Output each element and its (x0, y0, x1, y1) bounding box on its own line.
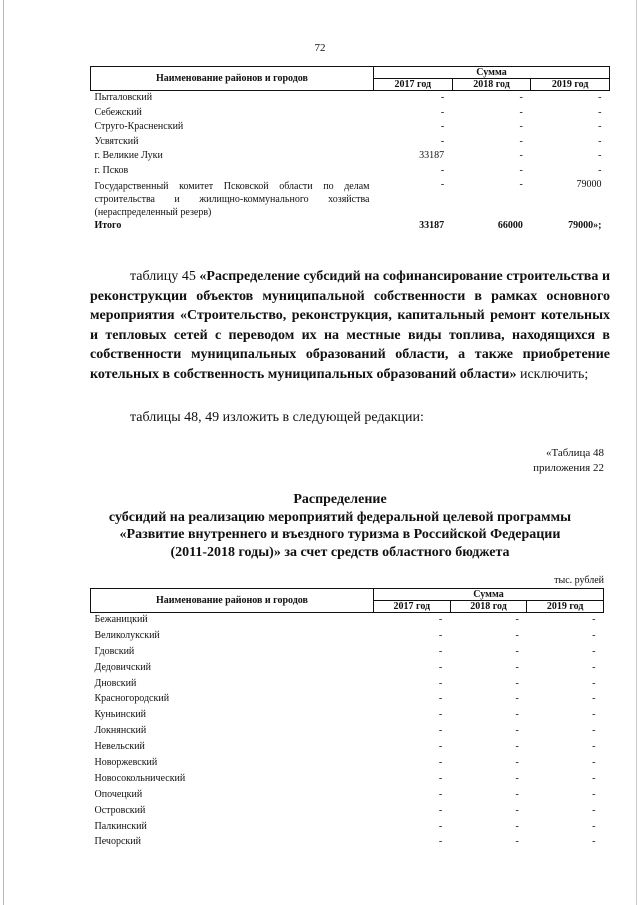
value-2018: - (515, 693, 519, 705)
value-2019: - (592, 725, 596, 737)
table-row (91, 629, 604, 645)
total-row (91, 219, 610, 234)
value-2017: - (438, 661, 443, 673)
subsidy-table-continued (90, 66, 610, 234)
paragraph-lead: таблицу 45 (130, 269, 200, 284)
value-2019: - (592, 693, 596, 705)
value-2017: - (440, 92, 445, 103)
table-row (91, 692, 604, 708)
value-2017: - (440, 164, 445, 176)
value-2018: - (515, 614, 519, 625)
table-row (91, 708, 604, 724)
value-2017: - (438, 820, 443, 832)
value-2018: - (515, 820, 519, 832)
column-header-2018: 2018 год (452, 79, 531, 91)
table-row (91, 788, 604, 804)
district-name: Красногородский (94, 693, 170, 705)
table-body (91, 613, 604, 852)
column-header-2017: 2017 год (374, 79, 453, 91)
table-row (91, 724, 604, 740)
value-2017: - (440, 135, 445, 147)
district-name: Палкинский (94, 820, 147, 832)
table-heading (60, 491, 620, 561)
value-2017: 33187 (419, 150, 445, 161)
district-name: Невельский (94, 741, 145, 753)
district-name: Дновский (94, 677, 137, 689)
district-name: Усвятский (94, 135, 139, 147)
value-2019: 79000»; (568, 220, 602, 231)
table-reference-line: «Таблица 48 (545, 447, 604, 459)
value-2017: - (438, 677, 443, 689)
district-name: Новосокольнический (94, 772, 186, 784)
column-header-2019: 2019 год (527, 601, 604, 613)
paragraph-bold-title: «Распределение субсидий на софинансирование строительства и реконструкции объектов муниципальной собственности в рамках основного мероприятия «Строительство, реконструкция, капитальный ремонт котельных и тепловых сетей с переводом их на местные виды топлива, находящихся в собственности муниципальных образований области, а также приобретение котельных в собственность муниципальных образований области» (90, 269, 611, 382)
table-row (91, 149, 610, 164)
district-name: Итого (94, 220, 122, 231)
value-2018: - (515, 757, 519, 769)
table-body (91, 91, 610, 234)
district-name: Гдовский (94, 645, 135, 657)
district-name: Новоржевский (94, 757, 158, 769)
value-2018: - (515, 645, 519, 657)
table-row (91, 120, 610, 135)
district-name: Себежский (94, 106, 142, 118)
district-name: Островский (94, 804, 146, 816)
table-row (91, 677, 604, 693)
value-2018: - (515, 629, 519, 641)
table-row (91, 613, 604, 629)
column-header-sum: Сумма (374, 589, 604, 601)
value-2017: - (438, 741, 443, 753)
value-2017: - (438, 788, 443, 800)
paragraph-tables-48-49: таблицы 48, 49 изложить в следующей редакции: (130, 410, 424, 425)
value-2018: 66000 (497, 220, 523, 231)
scan-right-edge (636, 0, 637, 905)
value-2019: - (592, 677, 596, 689)
value-2017: - (440, 106, 445, 118)
value-2019: - (592, 614, 596, 625)
value-2019: - (592, 709, 596, 721)
value-2019: - (598, 92, 602, 103)
units-label: тыс. рублей (554, 575, 604, 586)
value-2018: - (515, 772, 519, 784)
value-2019: - (592, 741, 596, 753)
value-2019: - (598, 121, 602, 132)
value-2019: - (592, 788, 596, 800)
value-2018: - (519, 135, 523, 147)
value-2019: - (598, 164, 602, 176)
value-2018: - (519, 150, 523, 161)
value-2017: - (438, 693, 443, 705)
value-2018: - (519, 121, 523, 132)
value-2019: - (592, 629, 596, 641)
value-2018: - (519, 106, 523, 118)
paragraph-tail: исключить; (516, 366, 589, 382)
heading-line: субсидий на реализацию мероприятий федеральной целевой программы (108, 509, 572, 525)
table-row (91, 835, 604, 851)
table-row (91, 91, 610, 106)
value-2017: - (438, 629, 443, 641)
district-name: г. Псков (94, 164, 129, 176)
table-row (91, 164, 610, 179)
value-2018: - (515, 804, 519, 816)
column-header-2017: 2017 год (374, 601, 451, 613)
district-name: Дедовичский (94, 661, 151, 673)
district-name: Локнянский (94, 725, 147, 737)
value-2018: - (515, 836, 519, 848)
value-2019: - (598, 106, 602, 118)
district-name: Пыталовский (94, 92, 153, 103)
value-2017: - (438, 645, 443, 657)
table-row (91, 178, 610, 219)
value-2018: - (515, 788, 519, 800)
table-row (91, 106, 610, 121)
value-2018: - (515, 741, 519, 753)
district-name: г. Великие Луки (94, 150, 163, 161)
table-row (91, 135, 610, 150)
table-row (91, 820, 604, 836)
district-name: Великолукский (94, 629, 160, 641)
value-2017: - (438, 614, 443, 625)
value-2018: - (515, 661, 519, 673)
value-2017: - (438, 757, 443, 769)
district-name: Бежаницкий (94, 614, 148, 625)
value-2019: - (592, 772, 596, 784)
value-2017: 33187 (419, 220, 445, 231)
district-name: Опочецкий (94, 788, 143, 800)
table-row (91, 756, 604, 772)
value-2017: - (440, 121, 445, 132)
column-header-name: Наименование районов и городов (91, 589, 374, 613)
table-reference (533, 446, 604, 476)
paragraph-table-45 (90, 267, 610, 384)
value-2017: - (438, 725, 443, 737)
value-2018: - (515, 725, 519, 737)
value-2017: - (438, 772, 443, 784)
value-2018: - (519, 164, 523, 176)
value-2017: - (440, 179, 445, 190)
value-2019: 79000 (576, 179, 602, 190)
value-2017: - (438, 709, 443, 721)
value-2019: - (592, 645, 596, 657)
heading-line: «Развитие внутреннего и въездного туризма в Российской Федерации (119, 527, 561, 542)
table-row (91, 772, 604, 788)
column-header-2018: 2018 год (450, 601, 527, 613)
heading-line: (2011-2018 годы)» за счет средств областного бюджета (170, 544, 510, 560)
value-2018: - (515, 709, 519, 721)
table-row (91, 645, 604, 661)
column-header-2019: 2019 год (531, 79, 610, 91)
value-2019: - (592, 820, 596, 832)
table-row (91, 661, 604, 677)
page-number: 72 (314, 42, 326, 54)
district-name: Печорский (94, 836, 141, 848)
table-row (91, 740, 604, 756)
value-2019: - (598, 135, 602, 147)
value-2017: - (438, 836, 443, 848)
district-name: Куньинский (94, 709, 147, 721)
table-reference-line: приложения 22 (533, 462, 604, 474)
value-2017: - (438, 804, 443, 816)
tourism-subsidy-table (90, 588, 604, 851)
table-row (91, 804, 604, 820)
value-2018: - (519, 92, 523, 103)
heading-line: Распределение (293, 492, 387, 507)
column-header-sum: Сумма (374, 67, 610, 79)
scan-left-edge (3, 0, 4, 905)
value-2019: - (598, 150, 602, 161)
value-2019: - (592, 804, 596, 816)
value-2019: - (592, 661, 596, 673)
district-name: Государственный комитет Псковской области по делам строительства и жилищно-коммунального хозяйства (нераспределенный резерв) (94, 181, 370, 218)
column-header-name: Наименование районов и городов (91, 67, 374, 91)
value-2018: - (515, 677, 519, 689)
value-2018: - (519, 179, 523, 190)
value-2019: - (592, 836, 596, 848)
district-name: Струго-Красненский (94, 121, 184, 132)
value-2019: - (592, 757, 596, 769)
